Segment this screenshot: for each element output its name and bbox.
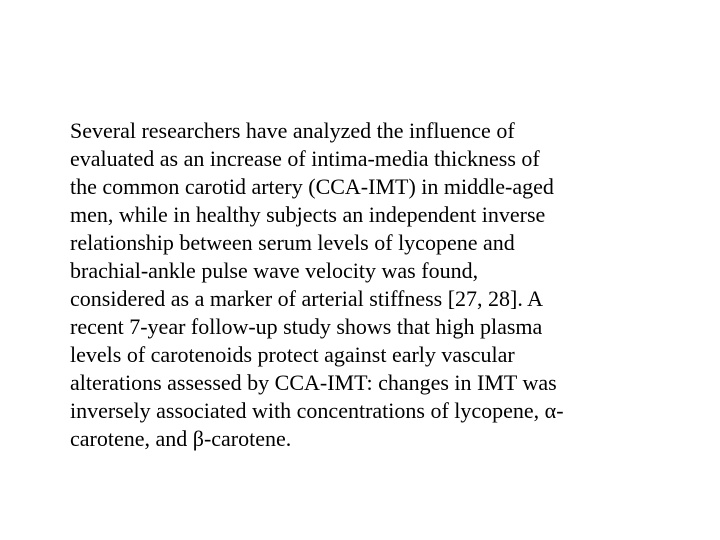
- paragraph-line: carotene, and β-carotene.: [70, 426, 292, 451]
- paragraph-line: men, while in healthy subjects an independent inverse: [70, 202, 546, 227]
- paragraph-line: brachial-ankle pulse wave velocity was found,: [70, 258, 479, 283]
- paragraph-line: evaluated as an increase of intima-media thickness of: [70, 146, 540, 171]
- paragraph-line: considered as a marker of arterial stiffness [27, 28]. A: [70, 286, 544, 311]
- paragraph-line: relationship between serum levels of lycopene and: [70, 230, 515, 255]
- paragraph-line: recent 7-year follow-up study shows that high plasma: [70, 314, 543, 339]
- paragraph-line: the common carotid artery (CCA-IMT) in middle-aged: [70, 174, 554, 199]
- paragraph-line: alterations assessed by CCA-IMT: changes in IMT was: [70, 370, 557, 395]
- body-paragraph: [70, 117, 690, 453]
- paragraph-line: levels of carotenoids protect against early vascular: [70, 342, 515, 367]
- paragraph-line: Several researchers have analyzed the influence of: [70, 118, 515, 143]
- paragraph-line: inversely associated with concentrations of lycopene, α-: [70, 398, 564, 423]
